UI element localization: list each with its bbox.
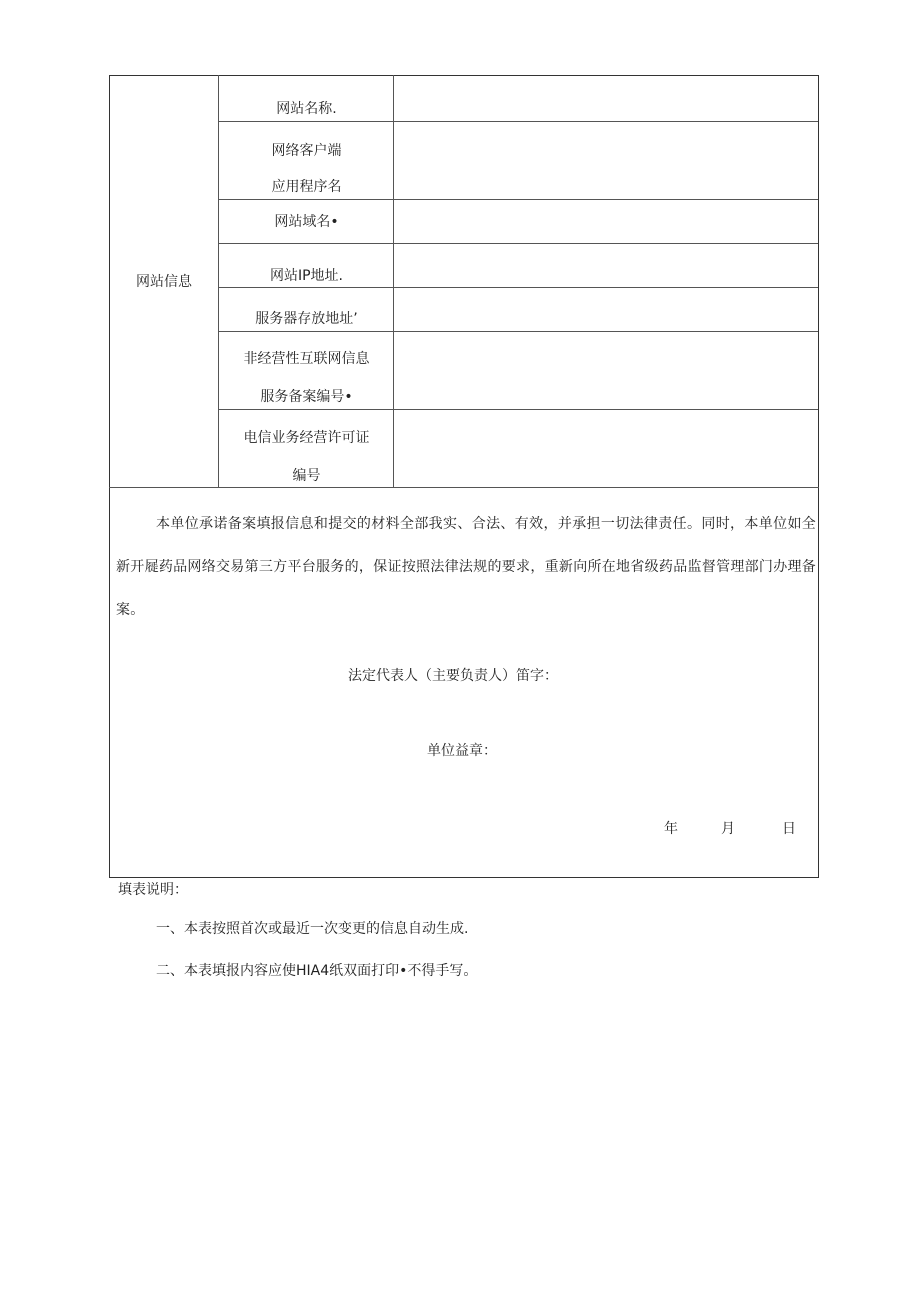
field-value-site-name[interactable]	[395, 76, 818, 121]
field-value-domain[interactable]	[395, 200, 818, 243]
note-item-2: 二、本表填报内容应使HIA4纸双面打印•不得手写。	[156, 963, 478, 979]
field-label-server-location: 服务器存放地址’	[255, 311, 358, 327]
website-info-group-label: 网站信息	[136, 274, 192, 290]
field-label-ip-address: 网站IP地址.	[269, 268, 344, 284]
legal-representative-signature-label: 法定代表人（主要负责人）笛字：	[348, 668, 558, 684]
note-item-1: 一、本表按照首次或最近一次变更的信息自动生成.	[156, 921, 469, 937]
field-value-client-app-name[interactable]	[395, 122, 818, 199]
field-value-telecom-license-number[interactable]	[395, 410, 818, 487]
unit-seal-label: 单位益章：	[427, 743, 497, 759]
date-day-label: 日	[782, 821, 796, 837]
field-label-site-name: 网站名称.	[276, 101, 337, 117]
date-month-label: 月	[721, 821, 735, 837]
field-label-client-app-name: 网络客户端 应用程序名	[271, 143, 342, 195]
section-divider	[109, 487, 819, 488]
field-label-telecom-license-number: 电信业务经营许可证 编号	[243, 430, 370, 484]
field-label-icp-filing-number: 非经营性互联网信息 服务备案编号•	[243, 351, 370, 405]
field-value-icp-filing-number[interactable]	[395, 332, 818, 409]
field-value-server-location[interactable]	[395, 288, 818, 331]
field-value-ip-address[interactable]	[395, 244, 818, 287]
commitment-paragraph: 本单位承诺备案填报信息和提交的材料全部我实、合法、有效，并承担一切法律责任。同时，本单位如全新开屣药品网络交易第三方平台服务的，保证按照法律法规的要求，重新向所在地省级药品监督管理部门办理备案。	[116, 516, 816, 618]
date-year-label: 年	[664, 821, 678, 837]
notes-title: 填表说明：	[118, 882, 188, 898]
field-label-domain: 网站域名•	[274, 214, 339, 230]
